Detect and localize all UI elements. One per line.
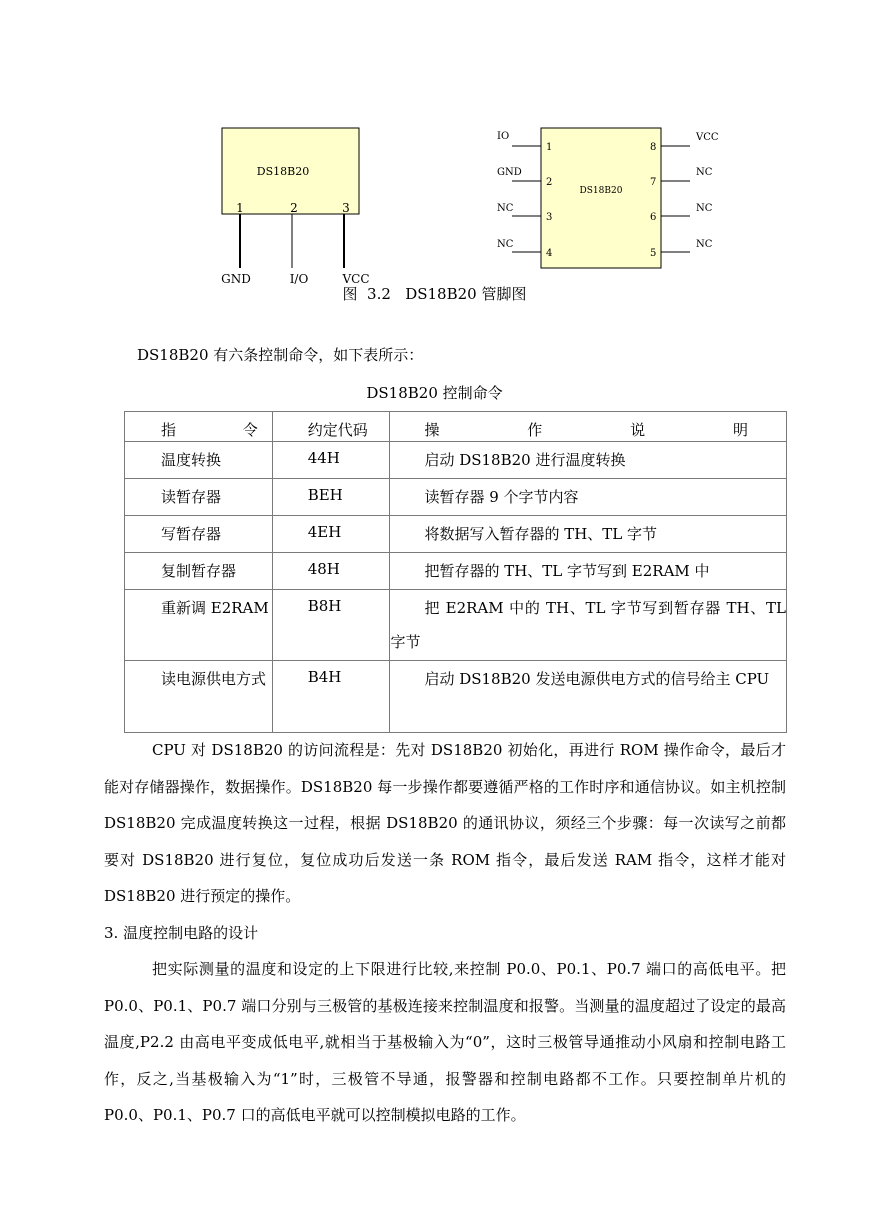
row-name: 写暂存器 [161,525,222,543]
right-right-number-6: 6 [650,212,657,223]
right-right-label-5: NC [696,239,713,250]
row-desc: 将数据写入暂存器的 TH、TL 字节 [424,525,658,543]
table-row [125,479,787,516]
right-left-label-2: GND [497,167,522,178]
table-row [125,590,787,661]
row-name: 读暂存器 [161,488,222,506]
row-name: 读电源供电方式 [161,670,267,688]
table-row [125,442,787,479]
intro-text: DS18B20 有六条控制命令，如下表所示： [137,346,424,364]
row-code: B8H [307,597,342,615]
command-table [124,411,787,733]
row-desc: 读暂存器 9 个字节内容 [424,488,579,506]
left-pin-number-1: 1 [236,201,244,215]
right-right-label-8: VCC [696,132,719,143]
header-col1: 指 令 [161,421,258,439]
paragraph-access-flow: CPU 对 DS18B20 的访问流程是：先对 DS18B20 初始化，再进行 ROM 操作命令，最后才能对存储器操作，数据操作。DS18B20 每一步操作都要遵循严格的工作时序和通信协议。如主机控制 DS18B20 完成温度转换这一过程，根据 DS18B20 的通讯协议，须经三个步骤：每一次读写之前都要对 DS18B20 进行复位，复位成功后发送一条 ROM 指令，最后发送 RAM 指令，这样才能对 DS18B20 进行预定的操作。 [104,741,786,906]
row-desc: 把暂存器的 TH、TL 字节写到 E2RAM 中 [424,562,710,580]
left-pin-label-io: I/O [289,272,309,286]
right-left-label-1: IO [497,131,510,142]
table-header-row [125,412,787,442]
right-right-number-7: 7 [650,177,657,188]
row-code: 44H [307,449,340,467]
left-pin-number-2: 2 [290,201,298,215]
right-left-number-2: 2 [546,177,553,188]
left-pin-label-vcc: VCC [342,272,370,286]
right-chip-name: DS18B20 [579,186,623,196]
right-right-label-7: NC [696,167,713,178]
figure-caption: 图 3.2 DS18B20 管脚图 [342,285,527,303]
row-name: 温度转换 [161,451,222,469]
left-pin-label-gnd: GND [221,272,251,286]
row-name: 重新调 E2RAM [161,599,269,617]
row-name: 复制暂存器 [161,562,237,580]
table-row [125,516,787,553]
left-chip-name: DS18B20 [256,165,310,178]
right-chip [497,128,719,268]
right-left-label-3: NC [497,203,514,214]
right-right-number-8: 8 [650,142,657,153]
left-chip [221,128,369,286]
row-desc: 启动 DS18B20 进行温度转换 [424,451,626,469]
row-desc: 把 E2RAM 中的 TH、TL 字节写到暂存器 TH、TL 字节 [390,599,786,651]
right-right-label-6: NC [696,203,713,214]
right-left-number-4: 4 [546,248,553,259]
pin-diagram-figure [0,0,869,300]
header-col2: 约定代码 [307,421,368,439]
table-row [125,661,787,733]
row-code: 4EH [307,523,342,541]
left-pin-number-3: 3 [342,201,350,215]
right-right-number-5: 5 [650,248,657,259]
right-left-number-3: 3 [546,212,553,223]
row-code: BEH [307,486,343,504]
header-col3: 操 作 说 明 [424,421,748,439]
right-left-label-4: NC [497,239,514,250]
table-title: DS18B20 控制命令 [366,384,503,402]
paragraph-control-circuit: 把实际测量的温度和设定的上下限进行比较,来控制 P0.0、P0.1、P0.7 端口的高低电平。把 P0.0、P0.1、P0.7 端口分别与三极管的基极连接来控制温度和报警。当测量的温度超过了设定的最高温度,P2.2 由高电平变成低电平,就相当于基极输入为“0”，这时三极管导通推动小风扇和控制电路工作，反之,当基极输入为“1”时，三极管不导通，报警器和控制电路都不工作。只要控制单片机的 P0.0、P0.1、P0.7 口的高低电平就可以控制模拟电路的工作。 [104,960,786,1125]
section-heading: 3. 温度控制电路的设计 [104,924,259,942]
row-desc: 启动 DS18B20 发送电源供电方式的信号给主 CPU [424,670,770,688]
right-left-number-1: 1 [546,142,553,153]
row-code: 48H [307,560,340,578]
table-row [125,553,787,590]
row-code: B4H [307,668,342,686]
